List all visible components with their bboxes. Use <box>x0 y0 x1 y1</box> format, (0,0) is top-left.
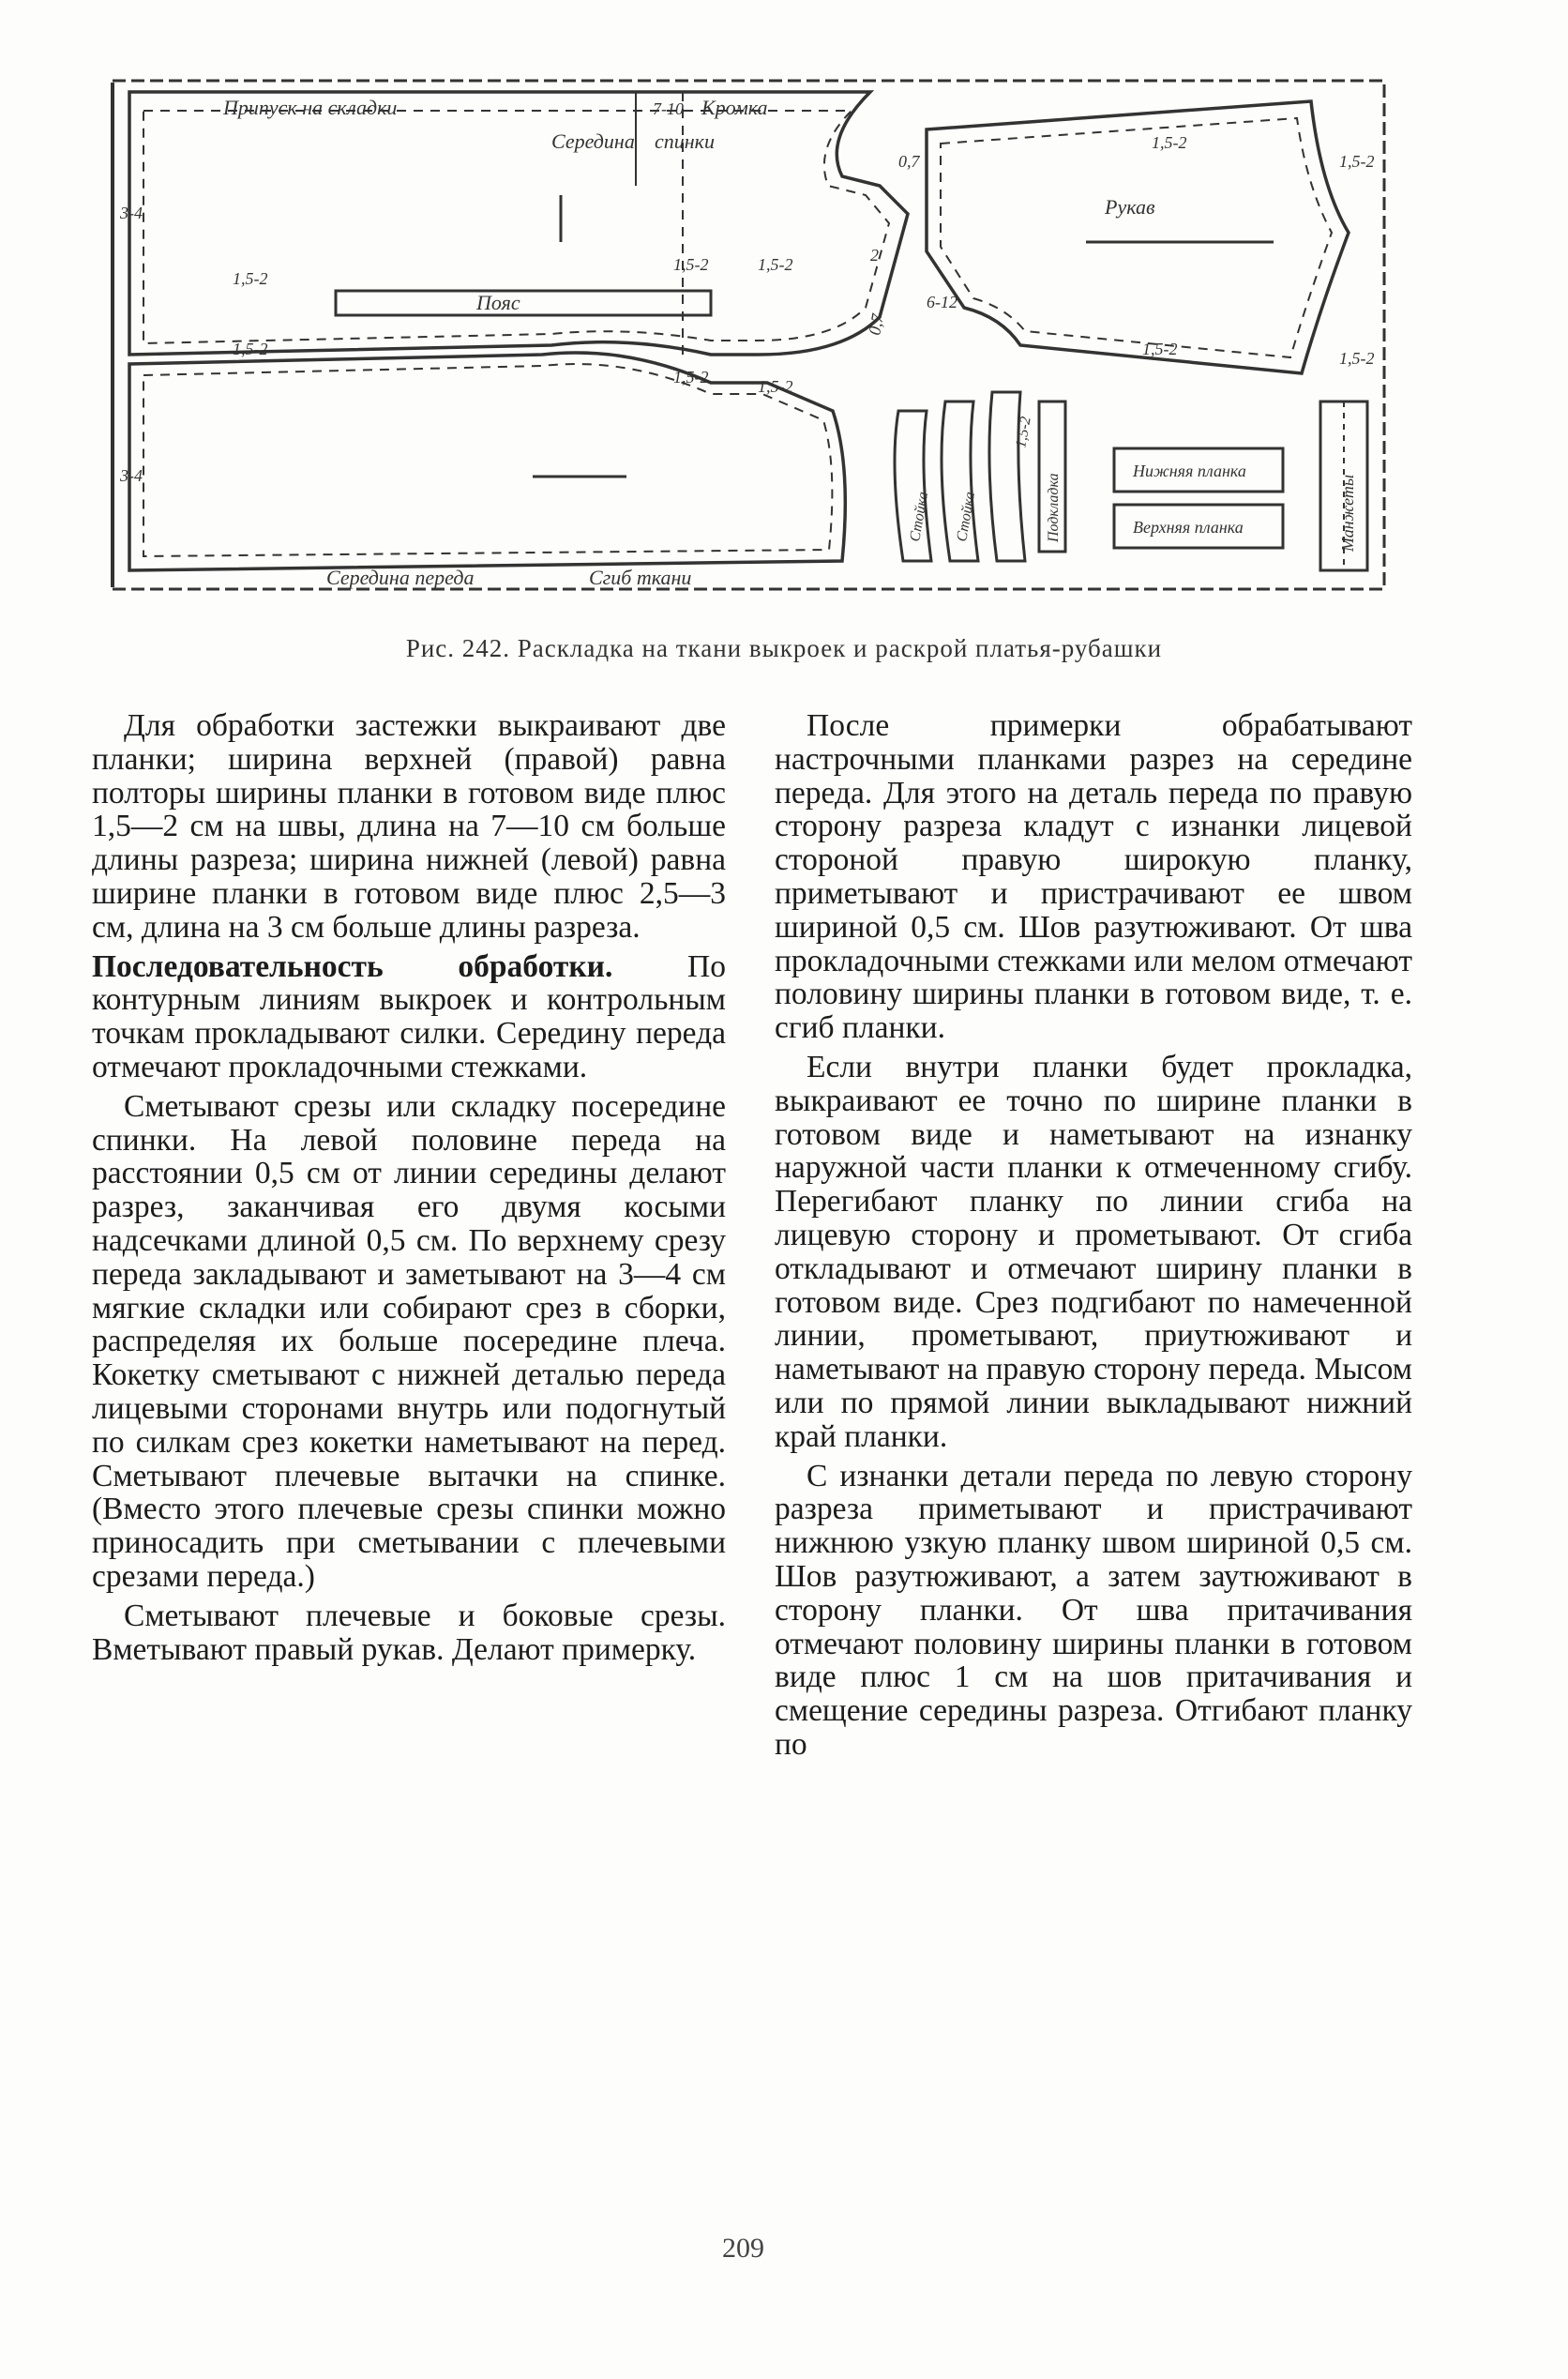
left-text-column <box>92 709 726 1672</box>
fabric-outline <box>113 81 1384 589</box>
right-text-column <box>775 709 1412 1767</box>
front-piece-outline <box>129 353 845 570</box>
label-0-7-a: 0,7 <box>898 152 920 171</box>
label-stoyka-1: Стойка <box>907 491 932 543</box>
label-krayka: Кромка <box>701 96 768 119</box>
pattern-layout-drawing <box>101 73 1395 599</box>
label-7-10: 7-10 <box>653 99 684 118</box>
paragraph-with-heading <box>92 950 726 1084</box>
label-verkhnyaya-planka: Верхняя планка <box>1133 518 1244 537</box>
label-0-7-b: 0,7 <box>865 312 887 337</box>
label-spinki: спинки <box>655 129 715 153</box>
label-nizhnyaya-planka: Нижняя планка <box>1133 462 1246 480</box>
figure-caption: Рис. 242. Раскладка на ткани выкроек и раскрой платья-рубашки <box>405 634 1163 662</box>
paragraph: Сметывают плечевые и боковые срезы. Вметывают правый рукав. Делают примерку. <box>92 1598 726 1667</box>
paragraph-text: По контурным линиям выкроек и контрольным точкам прокладывают силки. Середину переда отмечают прокладочными стежками. <box>92 948 726 1084</box>
label-1-5-2-k: 1,5-2 <box>1013 415 1034 449</box>
label-1-5-2-d: 1,5-2 <box>758 255 793 274</box>
label-1-5-2-e: 1,5-2 <box>673 368 709 386</box>
label-rukav: Рукав <box>1105 195 1155 219</box>
label-1-5-2-c: 1,5-2 <box>673 255 709 274</box>
label-1-5-2-h: 1,5-2 <box>1142 340 1178 358</box>
label-1-5-2-a: 1,5-2 <box>233 269 268 288</box>
belt-piece <box>336 291 711 315</box>
label-1-5-2-j: 1,5-2 <box>1339 349 1375 368</box>
paragraph: После примерки обрабатывают настрочными планками разрез на середине переда. Для этого на деталь переда по правую сторону разреза кладут с изнанки лицевой стороной правую широкую планку, приметывают и пристрачивают ее швом шириной 0,5 см. Шов разутюживают. От шва прокладочными стежками или мелом отмечают половину ширины планки в готовом виде, т. е. сгиб планки. <box>775 708 1412 1046</box>
label-sgib-tkani: Сгиб ткани <box>589 566 692 589</box>
pattern-layout-figure <box>101 73 1395 599</box>
label-1-5-2-b: 1,5-2 <box>233 340 268 358</box>
paragraph: Для обработки застежки выкраивают две планки; ширина верхней (правой) равна полторы ширины планки в готовом виде плюс 1,5—2 см на швы, длина на 7—10 см больше длины разреза; ширина нижней (левой) равна ширине планки в готовом виде плюс 2,5—3 см, длина на 3 см больше длины разреза. <box>92 708 726 945</box>
label-1-5-2-g: 1,5-2 <box>1152 133 1187 152</box>
paragraph: С изнанки детали переда по левую сторону разреза приметывают и пристрачивают нижнюю узкую планку швом шириной 0,5 см. Шов разутюживают, а затем заутюживают в сторону планки. От шва притачивания отмечают половину ширины планки в готовом виде плюс 1 см на шов притачивания и смещение середины разреза. Отгибают планку по <box>775 1458 1412 1762</box>
label-3-4-b: 3-4 <box>120 466 143 485</box>
label-podkladka: Подкладка <box>1046 473 1062 542</box>
label-6-12: 6-12 <box>927 293 957 311</box>
label-pripusk: Припуск на складки <box>223 96 398 119</box>
label-poyas: Пояс <box>476 291 520 314</box>
sleeve-piece <box>927 101 1349 373</box>
label-3-4-a: 3-4 <box>120 204 143 222</box>
section-heading: Последовательность обработки. <box>92 948 613 984</box>
label-2: 2 <box>870 246 879 265</box>
label-seredina-spinki: Середина <box>551 129 635 153</box>
label-manzhety: Манжеты <box>1338 474 1357 552</box>
page-number: 209 <box>722 2233 764 2264</box>
label-seredina-pereda: Середина переда <box>326 566 475 589</box>
paragraph: Сметывают срезы или складку посередине спинки. На левой половине переда на расстоянии 0,5 см от линии середины делают разрез, заканчивая его двумя косыми надсечками длиной 0,5 см. По верхнему срезу переда закладывают и заметывают на 3—4 см мягкие складки или собирают срез в сборки, распределяя их больше посередине плеча. Кокетку сметывают с нижней деталью переда лицевыми сторонами внутрь или подогнутый по силкам срез кокетки наметывают на перед. Сметывают плечевые вытачки на спинке. (Вместо этого плечевые срезы спинки можно приносадить при сметывании с плечевыми срезами переда.) <box>92 1088 726 1594</box>
label-1-5-2-f: 1,5-2 <box>758 377 793 396</box>
label-stoyka-2: Стойка <box>954 491 979 543</box>
label-1-5-2-i: 1,5-2 <box>1339 152 1375 171</box>
paragraph: Если внутри планки будет прокладка, выкраивают ее точно по ширине планки в готовом виде и наметывают на изнанку наружной части планки к отмеченному сгибу. Перегибают планку по линии сгиба на лицевую сторону и прометывают. От сгиба откладывают и отмечают ширину планки в готовом виде. Срез подгибают по намеченной линии, прометывают, приутюживают и наметывают на правую сторону переда. Мысом или по прямой линии выкладывают нижний край планки. <box>775 1049 1412 1454</box>
